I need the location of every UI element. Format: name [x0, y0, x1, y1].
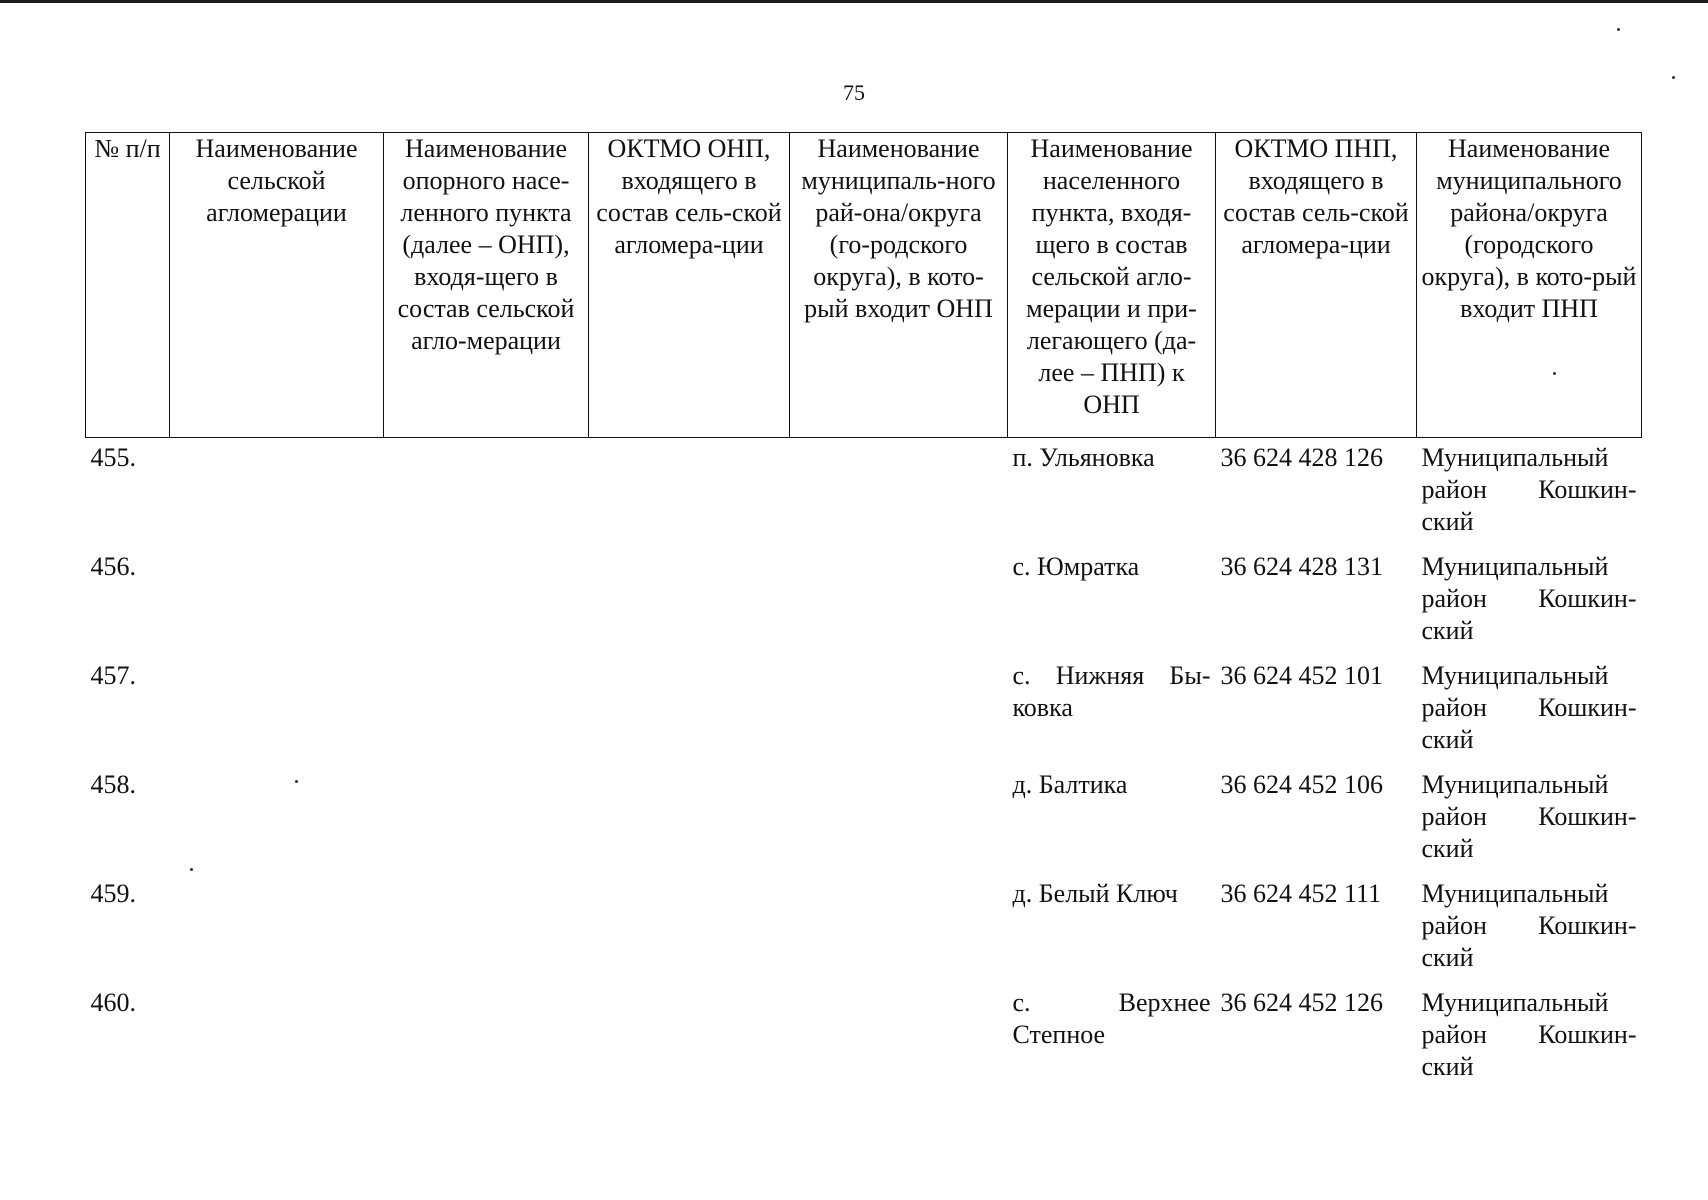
header-onp-oktmo: ОКТМО ОНП, входящего в состав сель-ской агломера-ции [589, 133, 790, 438]
cell-onp-name [384, 660, 589, 769]
cell-agglomeration [170, 438, 384, 552]
cell-pnp-name: с. Юмратка [1012, 552, 1140, 581]
cell-pnp-district: Муниципальный район Кошкин-ский [1421, 988, 1637, 1081]
table-row [86, 769, 1642, 878]
cell-pnp-name: д. Балтика [1012, 770, 1128, 799]
cell-onp-district [790, 769, 1008, 878]
cell-onp-oktmo [589, 878, 790, 987]
cell-onp-name [384, 551, 589, 660]
cell-onp-district [790, 551, 1008, 660]
settlements-table [85, 132, 1642, 1096]
cell-pnp-oktmo: 36 624 428 131 [1220, 552, 1383, 581]
cell-pnp-district: Муниципальный район Кошкин-ский [1421, 770, 1637, 863]
scan-speck [1672, 76, 1675, 79]
cell-pnp-district: Муниципальный район Кошкин-ский [1421, 661, 1637, 754]
cell-agglomeration [170, 551, 384, 660]
table-row [86, 660, 1642, 769]
header-pnp-oktmo: ОКТМО ПНП, входящего в состав сель-ской агломера-ции [1216, 133, 1417, 438]
cell-agglomeration [170, 987, 384, 1096]
header-onp-name: Наименование опорного насе-ленного пункта (далее – ОНП), входя-щего в состав сельской агло-мерации [384, 133, 589, 438]
cell-pnp-oktmo: 36 624 452 106 [1220, 770, 1383, 799]
top-border-line [0, 0, 1708, 3]
cell-pnp-oktmo: 36 624 452 111 [1220, 879, 1382, 908]
cell-onp-district [790, 438, 1008, 552]
header-number: № п/п [86, 133, 170, 438]
cell-onp-name [384, 438, 589, 552]
header-agglomeration: Наименование сельской агломерации [170, 133, 384, 438]
cell-pnp-oktmo: 36 624 452 101 [1220, 661, 1383, 690]
header-pnp-district: Наименование муниципального района/округа (городского округа), в кото-рый входит ПНП [1417, 133, 1642, 438]
cell-pnp-district: Муниципальный район Кошкин-ский [1421, 552, 1637, 645]
cell-number: 456. [90, 552, 136, 581]
page-number: 75 [843, 80, 865, 105]
cell-onp-name [384, 878, 589, 987]
cell-pnp-oktmo: 36 624 428 126 [1220, 443, 1383, 472]
cell-onp-name [384, 987, 589, 1096]
cell-number: 458. [90, 770, 136, 799]
cell-pnp-name: п. Ульяновка [1012, 443, 1155, 472]
cell-number: 455. [90, 443, 136, 472]
cell-onp-oktmo [589, 438, 790, 552]
cell-agglomeration [170, 769, 384, 878]
scan-speck [1553, 372, 1556, 375]
cell-onp-oktmo [589, 551, 790, 660]
cell-number: 460. [90, 988, 136, 1017]
table-row [86, 878, 1642, 987]
cell-agglomeration [170, 660, 384, 769]
cell-onp-district [790, 878, 1008, 987]
cell-pnp-district: Муниципальный район Кошкин-ский [1421, 443, 1637, 536]
cell-onp-oktmo [589, 769, 790, 878]
scan-speck [295, 780, 298, 783]
scan-speck [1617, 28, 1620, 31]
table-row [86, 551, 1642, 660]
cell-onp-name [384, 769, 589, 878]
cell-pnp-oktmo: 36 624 452 126 [1220, 988, 1383, 1017]
table-header-row [86, 133, 1642, 438]
cell-agglomeration [170, 878, 384, 987]
cell-onp-oktmo [589, 987, 790, 1096]
table-row [86, 987, 1642, 1096]
cell-pnp-name: с. Нижняя Бы-ковка [1012, 661, 1211, 722]
cell-onp-district [790, 987, 1008, 1096]
table-row [86, 438, 1642, 552]
cell-number: 459. [90, 879, 136, 908]
header-onp-district: Наименование муниципаль-ного рай-она/округа (го-родского округа), в кото-рый входит ОНП [790, 133, 1008, 438]
header-pnp-name: Наименование населенного пункта, входя-щего в состав сельской агло-мерации и при-легающего (да-лее – ПНП) к ОНП [1008, 133, 1216, 438]
cell-pnp-name: с. Верхнее Степное [1012, 988, 1211, 1049]
cell-pnp-district: Муниципальный район Кошкин-ский [1421, 879, 1637, 972]
cell-onp-district [790, 660, 1008, 769]
scan-speck [190, 868, 193, 871]
cell-onp-oktmo [589, 660, 790, 769]
cell-pnp-name: д. Белый Ключ [1012, 879, 1178, 908]
cell-number: 457. [90, 661, 136, 690]
